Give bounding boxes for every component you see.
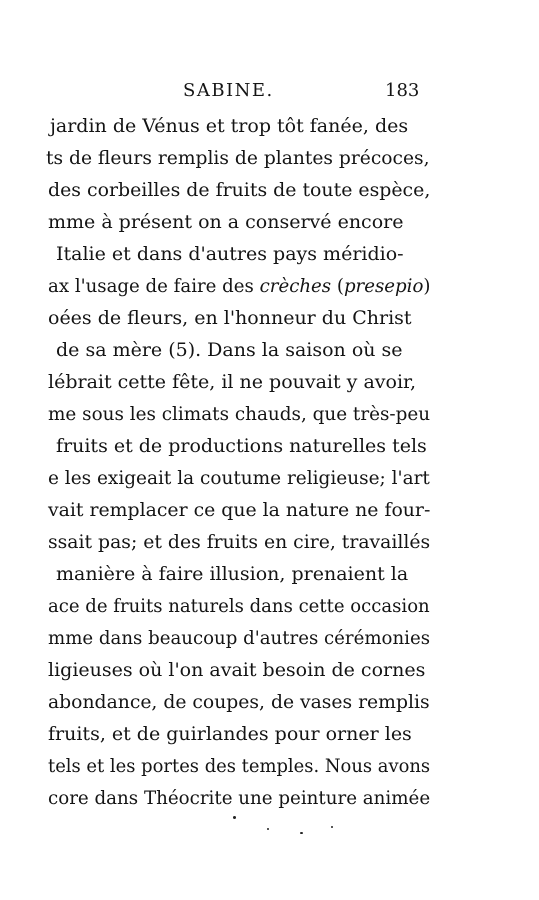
italic-word: presepio (343, 275, 424, 297)
text-line: tels et les portes des temples. Nous avons (48, 755, 431, 777)
text-line: jardin de Vénus et trop tôt fanée, des (50, 115, 409, 137)
text-line: Italie et dans d'autres pays méridio- (56, 243, 404, 265)
scan-speck (300, 832, 303, 834)
text-line: fruits et de productions naturelles tels (56, 435, 427, 457)
text-line: manière à faire illusion, prenaient la (56, 563, 409, 585)
text-run: ( (331, 275, 344, 297)
page-number: 183 (385, 80, 420, 101)
scan-speck (267, 828, 269, 830)
running-head (0, 80, 539, 106)
text-line: mme à présent on a conservé encore (48, 211, 404, 233)
text-line (48, 271, 430, 301)
text-line: me sous les climats chauds, que très-peu (48, 403, 431, 425)
text-line: lébrait cette fête, il ne pouvait y avoir, (48, 371, 417, 393)
text-line: e les exigeait la coutume religieuse; l'art (48, 467, 430, 489)
text-line: ace de fruits naturels dans cette occasion (48, 595, 430, 617)
scan-speck (331, 826, 333, 828)
text-line: de sa mère (5). Dans la saison où se (56, 339, 403, 361)
running-title: SABINE. (183, 80, 274, 101)
text-run: ax l'usage de faire des (48, 275, 260, 297)
text-line: core dans Théocrite une peinture animée (48, 787, 431, 809)
italic-word: crèches (259, 275, 332, 297)
text-line: abondance, de coupes, de vases remplis (48, 691, 430, 713)
text-line: des corbeilles de fruits de toute espèce, (48, 179, 431, 201)
text-line: mme dans beaucoup d'autres cérémonies (48, 627, 431, 649)
text-line: ligieuses où l'on avait besoin de cornes (48, 659, 426, 681)
text-line: vait remplacer ce que la nature ne four- (48, 499, 431, 521)
text-line: ts de fleurs remplis de plantes précoces, (46, 147, 430, 169)
text-line: fruits, et de guirlandes pour orner les (48, 723, 412, 745)
text-line: ssait pas; et des fruits en cire, travaillés (48, 531, 431, 553)
text-line: oées de fleurs, en l'honneur du Christ (48, 307, 412, 329)
text-run: ) (423, 275, 431, 297)
scan-speck (233, 816, 236, 819)
